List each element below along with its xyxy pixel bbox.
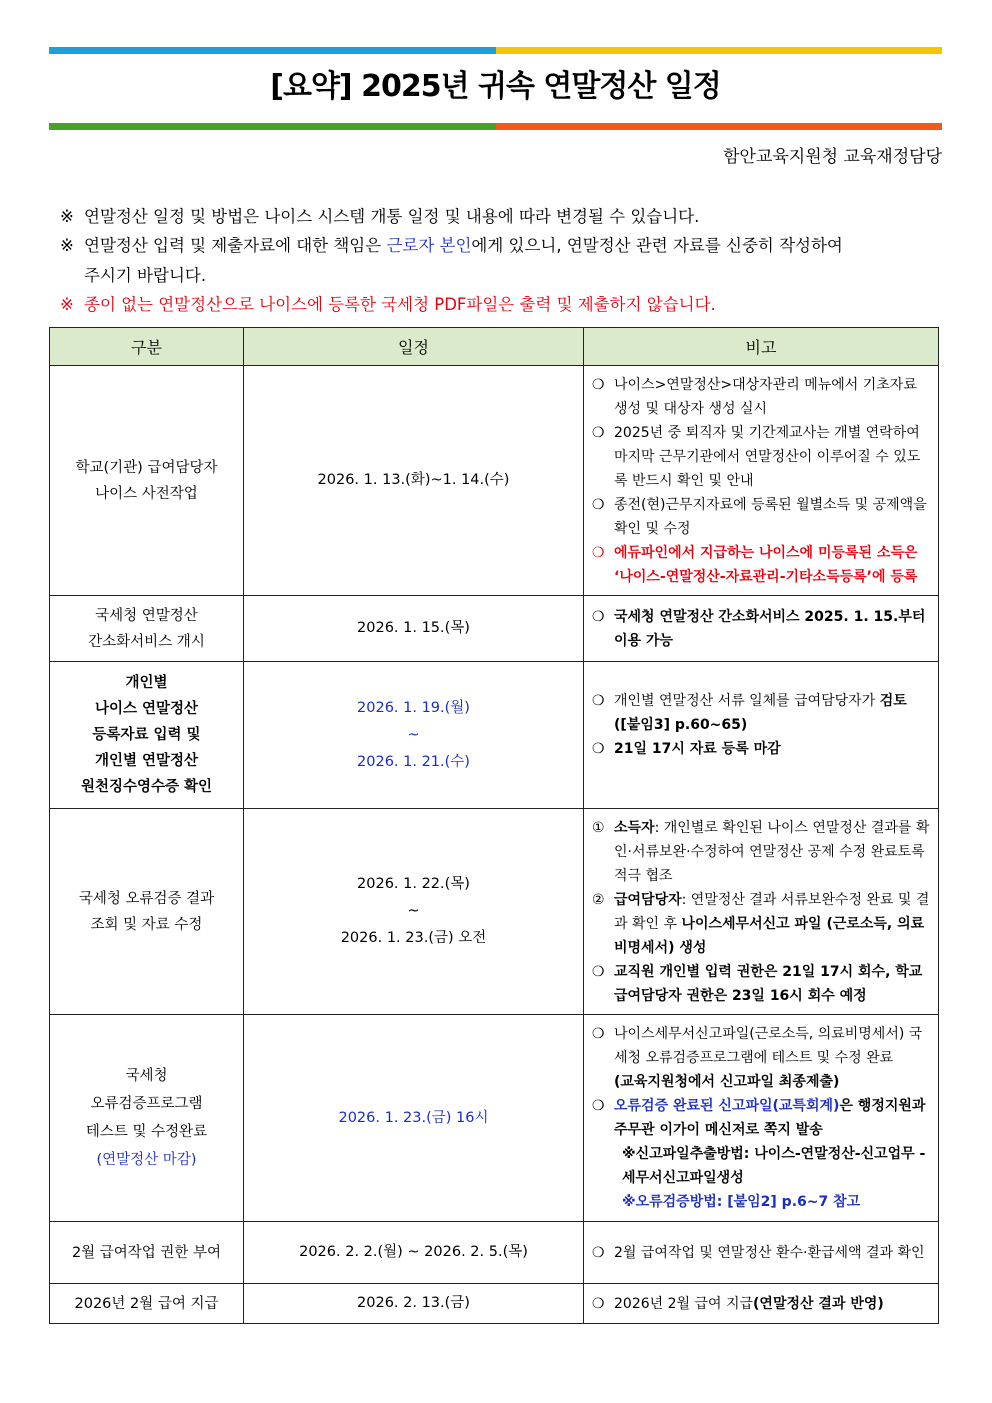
row-schedule: 2026. 1. 23.(금) 16시	[244, 1015, 584, 1222]
list-item	[592, 421, 930, 493]
category-line: 국세청 오류검증 결과	[78, 890, 215, 907]
schedule-table	[49, 327, 939, 1324]
category-line: 학교(기관) 급여담당자	[75, 459, 218, 476]
item-text-bold: 급여담당자	[614, 891, 682, 908]
row-schedule: 2026. 2. 13.(금)	[244, 1284, 584, 1324]
category-line: 간소화서비스 개시	[88, 633, 205, 650]
item-text: : 개인별로 확인된 나이스 연말정산 결과를 확인·서류보완·수정하여 연말정산 공제 수정 완료토록 적극 협조	[614, 819, 930, 884]
table-row	[50, 1284, 939, 1324]
note-1	[60, 202, 940, 232]
list-item	[592, 493, 930, 541]
table-row	[50, 809, 939, 1015]
schedule-line: ~	[407, 726, 420, 743]
category-line: 등록자료 입력 및	[92, 727, 201, 743]
header-schedule: 일정	[244, 328, 584, 366]
schedule-line: ~	[407, 903, 420, 919]
row-category	[50, 366, 244, 596]
row-schedule: 2026. 1. 15.(목)	[244, 596, 584, 662]
category-line: 나이스 사전작업	[95, 485, 198, 502]
row-remarks	[584, 596, 939, 662]
note-mark: ※	[60, 236, 74, 255]
sub-note: ※오류검증방법: [붙임2] p.6~7 참고	[622, 1194, 861, 1210]
list-item	[592, 689, 930, 737]
list-item	[592, 1292, 930, 1316]
row-remarks	[584, 1222, 939, 1284]
category-line: 개인별	[125, 675, 168, 691]
schedule-line: 2026. 1. 21.(수)	[357, 753, 470, 770]
row-schedule: 2026. 2. 2.(월) ~ 2026. 2. 5.(목)	[244, 1222, 584, 1284]
note-2-text-d: 주시기 바랍니다.	[84, 266, 207, 285]
sub-note: ※신고파일추출방법: 나이스-연말정산-신고업무 -세무서신고파일생성	[622, 1146, 926, 1186]
item-text-blue: 오류검증 완료된 신고파일(교특회계)	[614, 1098, 840, 1114]
item-text-bold: 나이스세무서신고 파일 (근로소득, 의료비명세서) 생성	[614, 915, 925, 956]
category-line: 테스트 및 수정완료	[85, 1124, 208, 1140]
note-2	[60, 231, 940, 291]
bullet-icon: ❍	[592, 963, 605, 980]
list-item	[592, 1094, 930, 1142]
row-remarks	[584, 1015, 939, 1222]
list-item	[592, 605, 930, 653]
item-text: 국세청 연말정산 간소화서비스 2025. 1. 15.부터 이용 가능	[614, 608, 926, 649]
row-schedule	[244, 662, 584, 809]
category-line: 국세청	[125, 1068, 168, 1084]
header-category: 구분	[50, 328, 244, 366]
page-title: [요약] 2025년 귀속 연말정산 일정	[270, 69, 721, 104]
item-text: 에듀파인에서 지급하는 나이스에 미등록된 소득은 ‘나이스-연말정산-자료관리-기타소득등록’에 등록	[614, 544, 918, 585]
bullet-icon: ❍	[592, 1026, 605, 1042]
table-row	[50, 662, 939, 809]
note-mark: ※	[60, 295, 74, 314]
row-schedule: 2026. 1. 13.(화)~1. 14.(수)	[244, 366, 584, 596]
bullet-icon: ❍	[592, 544, 605, 561]
item-text-bold: (교육지원청에서 신고파일 최종제출)	[614, 1074, 840, 1090]
table-row	[50, 1015, 939, 1222]
note-2-text-c: 에게 있으니, 연말정산 관련 자료를 신중히 작성하여	[471, 236, 843, 255]
list-item	[592, 541, 930, 589]
bullet-icon: ❍	[592, 1295, 605, 1312]
table-row	[50, 366, 939, 596]
item-text: 2025년 중 퇴직자 및 기간제교사는 개별 연락하여 마지막 근무기관에서 연말정산이 이루어질 수 있도록 반드시 확인 및 안내	[614, 424, 921, 489]
bullet-icon: ❍	[592, 741, 605, 757]
row-category	[50, 1015, 244, 1222]
item-text: 2월 급여작업 및 연말정산 환수·환급세액 결과 확인	[614, 1244, 925, 1261]
category-line: 나이스 연말정산	[94, 701, 199, 717]
row-remarks	[584, 366, 939, 596]
category-line: 국세청 연말정산	[95, 607, 198, 624]
note-1-text: 연말정산 일정 및 방법은 나이스 시스템 개통 일정 및 내용에 따라 변경될 수 있습니다.	[84, 207, 700, 226]
organization-name: 함안교육지원청 교육재정담당	[723, 147, 942, 167]
note-2-text-a: 연말정산 입력 및 제출자료에 대한 책임은	[84, 236, 387, 255]
category-line: 원천징수영수증 확인	[80, 779, 213, 795]
note-3-text: 종이 없는 연말정산으로 나이스에 등록한 국세청 PDF파일은 출력 및 제출하지 않습니다.	[84, 295, 716, 314]
schedule-line: 2026. 1. 22.(목)	[357, 876, 470, 892]
row-category: 2월 급여작업 권한 부여	[50, 1222, 244, 1284]
bullet-icon: ❍	[592, 496, 605, 513]
row-category	[50, 662, 244, 809]
row-category	[50, 809, 244, 1015]
row-remarks	[584, 662, 939, 809]
item-text: 교직원 개인별 입력 권한은 21일 17시 회수, 학교 급여담당자 권한은 23일 16시 회수 예정	[614, 963, 923, 1004]
table-header-row	[50, 328, 939, 366]
list-item	[592, 960, 930, 1008]
table-row	[50, 596, 939, 662]
category-line: 오류검증프로그램	[90, 1096, 203, 1112]
item-text: 21일 17시 자료 등록 마감	[614, 741, 781, 757]
number-icon: ②	[592, 891, 605, 908]
table-row	[50, 1222, 939, 1284]
row-category: 2026년 2월 급여 지급	[50, 1284, 244, 1324]
item-text: 2026년 2월 급여 지급	[614, 1295, 754, 1312]
header-remarks: 비고	[584, 328, 939, 366]
bullet-icon: ❍	[592, 1244, 605, 1261]
list-item	[592, 1241, 930, 1265]
item-text-bold: 검토	[879, 693, 907, 709]
item-text: 나이스>연말정산>대상자관리 메뉴에서 기초자료 생성 및 대상자 생성 실시	[614, 376, 917, 417]
bullet-icon: ❍	[592, 693, 605, 709]
item-text-bold: 소득자	[614, 819, 655, 836]
item-text-bold: ([붙임3] p.60~65)	[614, 717, 748, 733]
category-line: 개인별 연말정산	[94, 753, 199, 769]
row-schedule	[244, 809, 584, 1015]
bullet-icon: ❍	[592, 1098, 605, 1114]
note-mark: ※	[60, 207, 74, 226]
bullet-icon: ❍	[592, 608, 605, 625]
row-remarks	[584, 809, 939, 1015]
schedule-line: 2026. 1. 19.(월)	[357, 699, 470, 716]
number-icon: ①	[592, 819, 605, 836]
bottom-color-bar	[49, 123, 942, 130]
top-color-bar	[49, 47, 942, 54]
list-item	[592, 1022, 930, 1094]
note-2-highlight: 근로자 본인	[386, 236, 472, 255]
bullet-icon: ❍	[592, 376, 605, 393]
item-text: 종전(현)근무지자료에 등록된 월별소득 및 공제액을 확인 및 수정	[614, 496, 927, 537]
bullet-icon: ❍	[592, 424, 605, 441]
row-category	[50, 596, 244, 662]
list-item	[592, 737, 930, 761]
list-item	[592, 816, 930, 888]
item-text: 나이스세무서신고파일(근로소득, 의료비명세서) 국세청 오류검증프로그램에 테스트 및 수정 완료	[614, 1026, 923, 1066]
list-item	[592, 373, 930, 421]
category-line: (연말정산 마감)	[96, 1152, 197, 1168]
item-text-bold: (연말정산 결과 반영)	[753, 1295, 884, 1312]
item-text: 개인별 연말정산 서류 일체를 급여담당자가	[614, 693, 880, 709]
list-item	[592, 888, 930, 960]
note-3	[60, 290, 940, 320]
category-line: 조회 및 자료 수정	[90, 916, 203, 933]
item-text: : 연말정산 결과 서류보완수정 완료 및 결과 확인 후	[614, 891, 930, 932]
row-remarks	[584, 1284, 939, 1324]
item-text: 은 행정지원과 주무관 이가이 메신저로 쪽지 발송	[614, 1098, 926, 1138]
schedule-line: 2026. 1. 23.(금) 오전	[340, 930, 487, 946]
